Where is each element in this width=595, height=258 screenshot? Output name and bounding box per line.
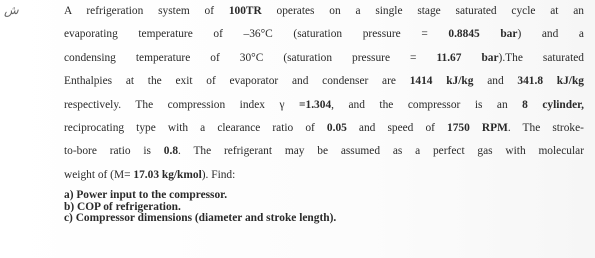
problem-line-1: A refrigeration system of 100TR operates on a single stage saturated cycle at an — [64, 5, 585, 17]
question-b: b) COP of refrigeration. — [64, 200, 181, 213]
problem-line-4: Enthalpies at the exit of evaporator and condenser are 1414 kJ/kg and 341.8 kJ/kg — [64, 75, 584, 88]
problem-line-6: reciprocating type with a clearance ratio of 0.05 and speed of 1750 RPM. The stroke- — [64, 122, 584, 135]
problem-line-5: respectively. The compression index γ =1.304, and the compressor is an 8 cylinder, — [64, 98, 585, 111]
question-a: a) Power input to the compressor. — [64, 189, 228, 201]
problem-line-7: to-bore ratio is 0.8. The refrigerant may be assumed as a perfect gas with molecular — [64, 145, 584, 158]
problem-line-2: evaporating temperature of –36°C (saturation pressure = 0.8845 bar) and a — [64, 28, 584, 41]
problem-line-3: condensing temperature of 30°C (saturation pressure = 11.67 bar).The saturated — [64, 51, 584, 64]
question-c: c) Compressor dimensions (diameter and stroke length). — [64, 212, 337, 225]
problem-marker: ش — [4, 3, 19, 17]
problem-line-8: weight of (M= 17.03 kg/kmol). Find: — [64, 168, 236, 181]
question-list — [64, 190, 336, 225]
problem-statement — [64, 0, 584, 187]
